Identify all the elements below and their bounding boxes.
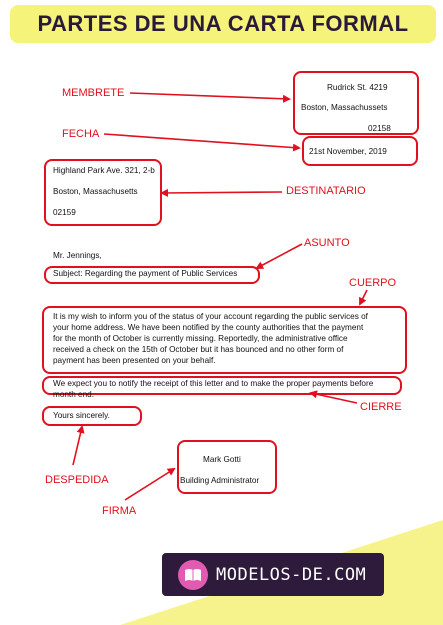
arrow-cuerpo xyxy=(360,290,367,304)
page-title: PARTES DE UNA CARTA FORMAL xyxy=(37,11,409,36)
recipient-zip: 02159 xyxy=(53,208,76,217)
letter-date: 21st November, 2019 xyxy=(309,147,387,156)
label-asunto: ASUNTO xyxy=(304,237,350,249)
label-membrete: MEMBRETE xyxy=(62,87,125,99)
greeting: Mr. Jennings, xyxy=(53,251,102,260)
brand-badge[interactable] xyxy=(162,553,384,596)
closing-line: We expect you to notify the receipt of this letter and to make the proper payments before xyxy=(53,379,374,388)
arrow-membrete xyxy=(130,93,289,99)
arrow-despedida xyxy=(73,427,82,465)
body-line: received a check on the 15th of October but it has bounced and no other form of xyxy=(53,345,344,355)
arrow-firma xyxy=(125,469,174,500)
subject-line: Subject: Regarding the payment of Public Services xyxy=(53,269,238,278)
body-line: for the month of October is currently missing. Reportedly, the administrative office xyxy=(53,334,348,344)
closing-line: month end. xyxy=(53,390,94,400)
sender-city: Boston, Massachussets xyxy=(301,103,388,112)
signature-role: Building Administrator xyxy=(180,476,260,485)
label-despedida: DESPEDIDA xyxy=(45,474,109,486)
brand-name: MODELOS-DE.COM xyxy=(216,564,367,585)
label-cierre: CIERRE xyxy=(360,401,402,413)
arrow-cierre xyxy=(311,393,357,403)
recipient-street: Highland Park Ave. 321, 2-b xyxy=(53,166,155,175)
label-destinatario: DESTINATARIO xyxy=(286,185,366,197)
label-firma: FIRMA xyxy=(102,505,137,517)
arrow-asunto xyxy=(257,244,302,268)
arrow-destinatario xyxy=(162,192,282,193)
recipient-city: Boston, Massachusetts xyxy=(53,187,138,196)
body-line: your home address. We have been notified by the county authorities that the payment xyxy=(53,323,364,333)
body-line: payment has been presented on your behalf. xyxy=(53,356,216,366)
sender-street: Rudrick St. 4219 xyxy=(327,83,388,92)
farewell: Yours sincerely. xyxy=(53,411,110,420)
body-line: It is my wish to inform you of the status of your account regarding the public services of xyxy=(53,312,368,321)
label-cuerpo: CUERPO xyxy=(349,277,397,289)
signature-name: Mark Gotti xyxy=(203,455,241,464)
arrow-fecha xyxy=(104,134,299,148)
sender-zip: 02158 xyxy=(368,124,391,133)
book-icon xyxy=(178,560,208,590)
label-fecha: FECHA xyxy=(62,128,100,140)
